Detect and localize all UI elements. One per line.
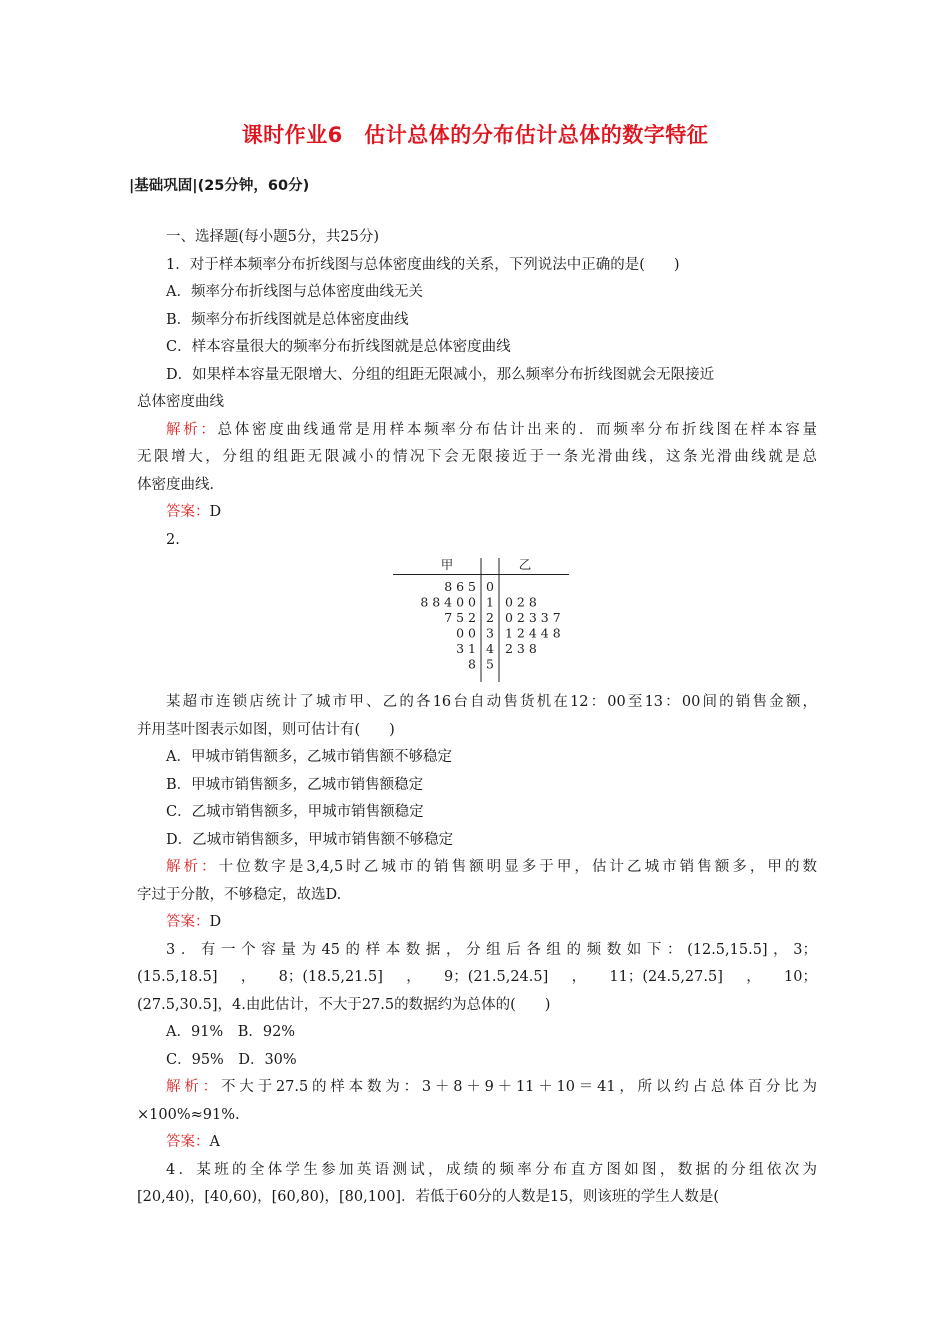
- q2-analysis: 解析：十位数字是3,4,5时乙城市的销售额明显多于甲，估计乙城市销售额多，甲的数: [166, 859, 817, 875]
- plot-leaves-yi: 0 2 3 3 7: [505, 610, 561, 625]
- plot-leaves-jia: 3 1: [456, 641, 476, 656]
- section-heading: [129, 174, 309, 195]
- plot-leaves-jia: 8 8 4 0 0: [420, 594, 476, 610]
- answer-label: 答案：: [166, 1134, 210, 1150]
- stem-leaf-plot: [137, 554, 817, 689]
- page-title: 课时作业6 估计总体的分布估计总体的数字特征: [241, 123, 709, 147]
- plot-leaves-yi: 0 2 8: [505, 594, 537, 610]
- q1-option-d: D．如果样本容量无限增大、分组的组距无限减小，那么频率分布折线图就会无限接近: [166, 366, 715, 383]
- plot-leaves-jia: 7 5 2: [444, 610, 476, 625]
- plot-leaves-yi: 1 2 4 4 8: [505, 625, 561, 641]
- q2-option-d: D．乙城市销售额多，甲城市销售额不够稳定: [166, 831, 454, 848]
- q3-options-ab: A．91% B．92%: [166, 1024, 296, 1040]
- q3-stem-line3: (27.5,30.5]，4.由此估计，不大于27.5的数据约为总体的( ): [137, 996, 551, 1013]
- part-heading: 一、选择题(每小题5分，共25分): [166, 229, 379, 245]
- q1-analysis-line2: 无限增大，分组的组距无限减小的情况下会无限接近于一条光滑曲线，这条光滑曲线就是总: [137, 449, 817, 465]
- plot-stem: 0: [486, 579, 494, 594]
- analysis-label: 解析：: [166, 1079, 221, 1095]
- q2-stem: 某超市连锁店统计了城市甲、乙的各16台自动售货机在12：00至13：00间的销售金额，: [166, 694, 817, 710]
- q3-analysis: 解析：不大于27.5的样本数为：3＋8＋9＋11＋10＝41，所以约占总体百分比为: [166, 1079, 818, 1095]
- q1-stem: 1．对于样本频率分布折线图与总体密度曲线的关系，下列说法中正确的是( ): [166, 256, 680, 273]
- q3-analysis-line2: ×100%≈91%.: [137, 1106, 240, 1123]
- plot-leaves-yi: 2 3 8: [505, 641, 537, 656]
- q1-answer: 答案：D: [166, 504, 222, 520]
- section-time: (25分钟，60分): [197, 178, 310, 194]
- q2-number: 2.: [166, 531, 180, 548]
- q1-analysis: 解析：总体密度曲线通常是用样本频率分布估计出来的．而频率分布折线图在样本容量: [166, 421, 817, 438]
- plot-leaves-jia: 8: [468, 656, 476, 672]
- plot-stem: 4: [486, 641, 494, 656]
- plot-stem: 2: [486, 610, 494, 625]
- q3-stem-line2: (15.5,18.5]，8；(18.5,21.5]，9；(21.5,24.5]，11；(24.5,27.5]，10；: [137, 969, 817, 985]
- analysis-label: 解析：: [166, 859, 219, 875]
- q3-options-cd: C．95% D．30%: [166, 1051, 297, 1068]
- q3-answer: 答案：A: [166, 1134, 220, 1150]
- q1-analysis-line3: 体密度曲线．: [137, 476, 224, 493]
- q1-option-a: A．频率分布折线图与总体密度曲线无关: [166, 284, 423, 300]
- q1-option-d-cont: 总体密度曲线: [137, 394, 224, 410]
- plot-stem: 3: [486, 625, 494, 641]
- q2-answer: 答案：D: [166, 914, 222, 930]
- answer-label: 答案：: [166, 914, 210, 930]
- stem-leaf-svg: [137, 554, 817, 689]
- section-label: |基础巩固|: [129, 178, 198, 194]
- q1-option-c: C．样本容量很大的频率分布折线图就是总体密度曲线: [166, 339, 511, 355]
- plot-rows: [420, 579, 560, 672]
- plot-stem: 1: [486, 594, 494, 610]
- q4-stem: 4．某班的全体学生参加英语测试，成绩的频率分布直方图如图，数据的分组依次为: [166, 1161, 817, 1178]
- plot-leaves-jia: 0 0: [456, 625, 476, 641]
- q3-stem: 3．有一个容量为45的样本数据，分组后各组的频数如下：(12.5,15.5]，3；: [166, 941, 817, 958]
- q2-option-a: A．甲城市销售额多，乙城市销售额不够稳定: [166, 749, 452, 765]
- answer-label: 答案：: [166, 504, 210, 520]
- q2-option-b: B．甲城市销售额多，乙城市销售额稳定: [166, 776, 424, 793]
- q2-analysis-line2: 字过于分散，不够稳定，故选D.: [137, 886, 342, 903]
- document-body: [137, 224, 817, 1212]
- q4-stem-line2: [20,40)，[40,60)，[60,80)，[80,100]．若低于60分的人数是15，则该班的学生人数是(: [137, 1189, 720, 1205]
- plot-leaves-jia: 8 6 5: [444, 579, 476, 594]
- q2-stem-line2: 并用茎叶图表示如图，则可估计有( ): [137, 721, 395, 738]
- q1-option-b: B．频率分布折线图就是总体密度曲线: [166, 311, 409, 328]
- analysis-label: 解析：: [166, 421, 218, 438]
- plot-stem: 5: [486, 656, 494, 672]
- plot-header-yi: 乙: [518, 557, 532, 572]
- q2-option-c: C．乙城市销售额多，甲城市销售额稳定: [166, 804, 424, 820]
- plot-header-jia: 甲: [440, 557, 454, 572]
